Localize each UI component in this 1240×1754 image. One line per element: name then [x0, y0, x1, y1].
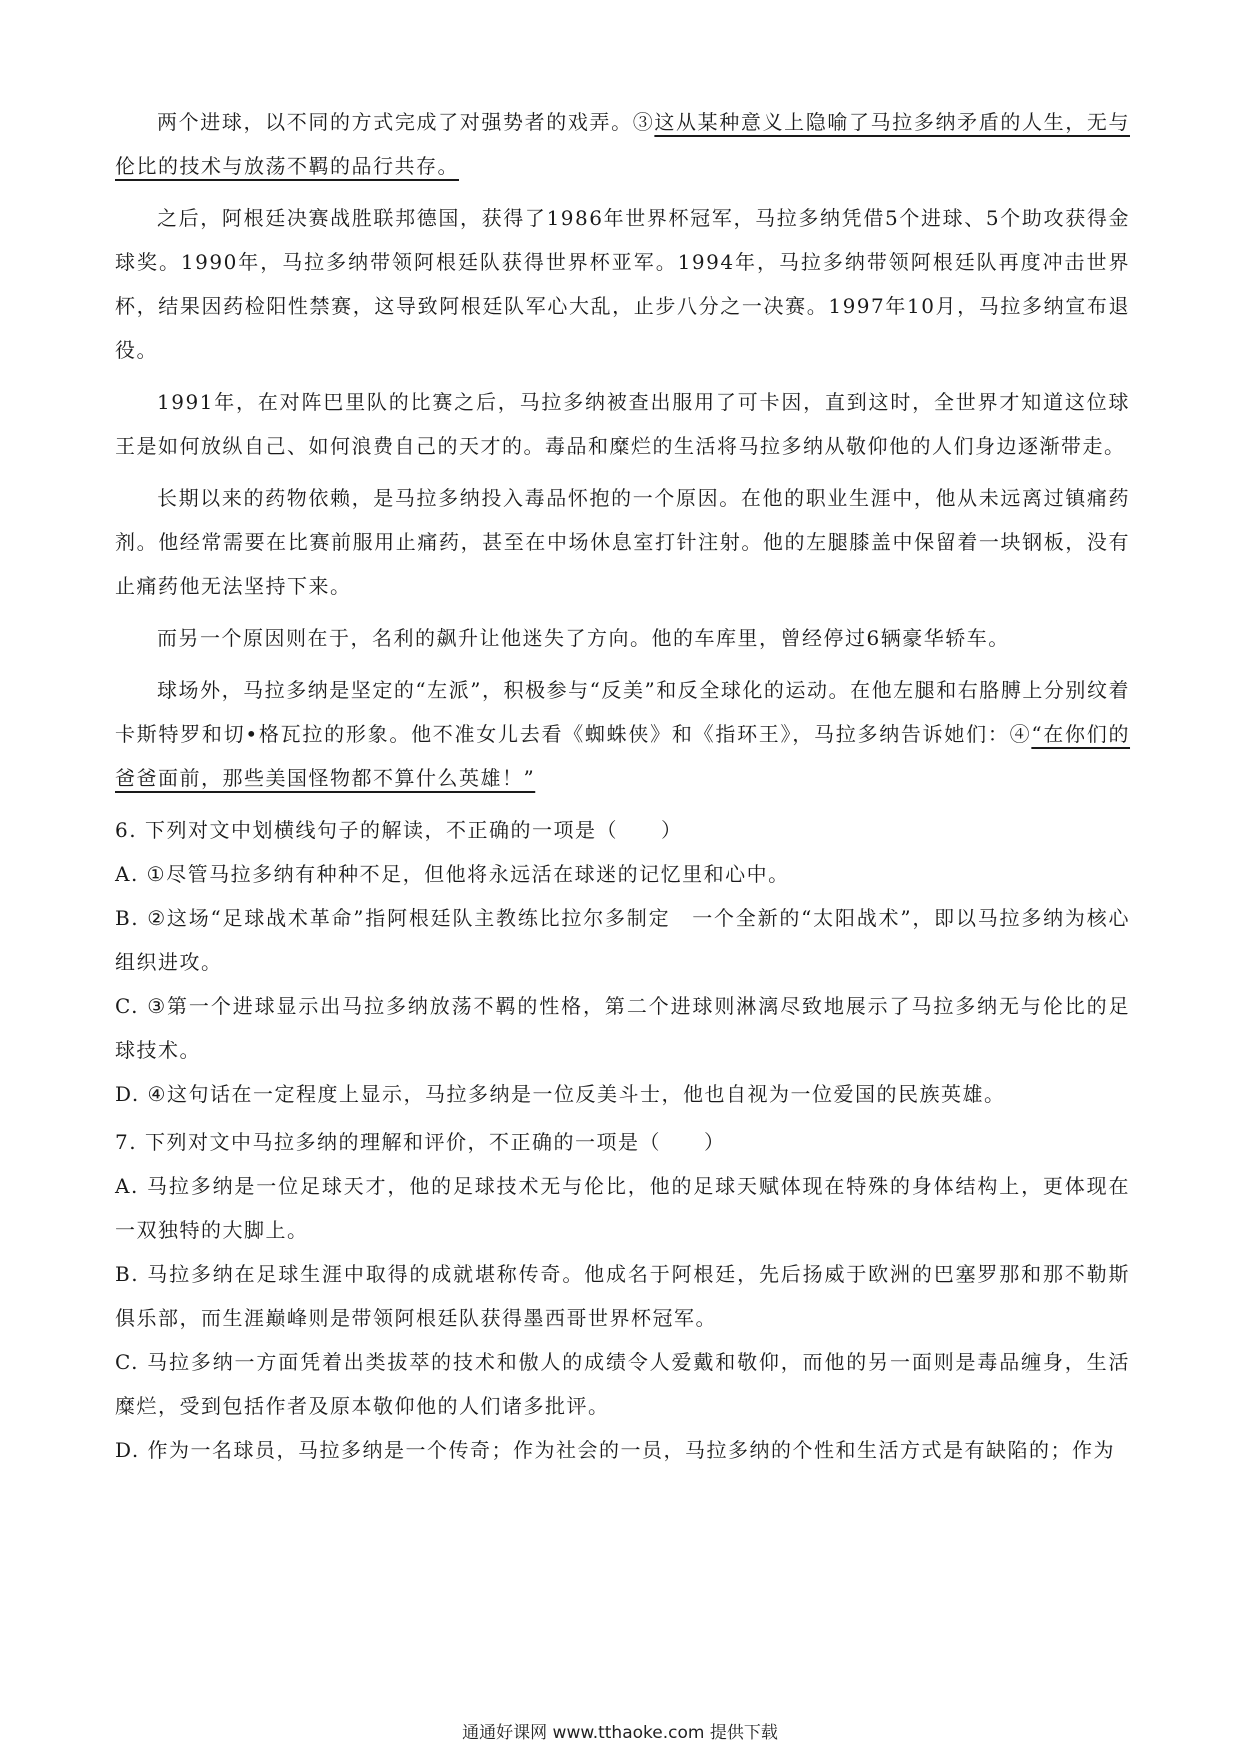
- question-7-option-c: C. 马拉多纳一方面凭着出类拔萃的技术和傲人的成绩令人爱戴和敬仰，而他的另一面则是毒品缠身，生活糜烂，受到包括作者及原本敬仰他的人们诸多批评。: [115, 1350, 1130, 1418]
- passage-paragraph-2: 之后，阿根廷决赛战胜联邦德国，获得了1986年世界杯冠军，马拉多纳凭借5个进球、5个助攻获得金球奖。1990年，马拉多纳带领阿根廷队获得世界杯亚军。1994年，马拉多纳带领阿根廷队再度冲击世界杯，结果因药检阳性禁赛，这导致阿根廷队军心大乱，止步八分之一决赛。1997年10月，马拉多纳宣布退役。: [115, 206, 1130, 362]
- passage-paragraph-5: 而另一个原因则在于，名利的飙升让他迷失了方向。他的车库里，曾经停过6辆豪华轿车。: [157, 626, 1010, 650]
- passage-paragraph-4: 长期以来的药物依赖，是马拉多纳投入毒品怀抱的一个原因。在他的职业生涯中，他从未远离过镇痛药剂。他经常需要在比赛前服用止痛药，甚至在中场休息室打针注射。他的左腿膝盖中保留着一块钢板，没有止痛药他无法坚持下来。: [115, 486, 1130, 598]
- p6-text: 球场外，马拉多纳是坚定的“左派”，积极参与“反美”和反全球化的运动。在他左腿和右胳膊上分别纹着卡斯特罗和切•格瓦拉的形象。他不准女儿去看《蜘蛛侠》和《指环王》，马拉多纳告诉她们：④: [115, 678, 1130, 746]
- question-6-option-a: A. ①尽管马拉多纳有种种不足，但他将永远活在球迷的记忆里和心中。: [115, 862, 790, 886]
- underlined-sentence-4: “在你们的爸爸面前，那些美国怪物都不算什么英雄！”: [115, 722, 1131, 790]
- question-6-option-d: D. ④这句话在一定程度上显示，马拉多纳是一位反美斗士，他也自视为一位爱国的民族英雄。: [115, 1082, 1006, 1106]
- question-6-stem: 6. 下列对文中划横线句子的解读，不正确的一项是（ ）: [115, 818, 683, 842]
- document-content: [115, 100, 1130, 1472]
- underlined-sentence-3: 这从某种意义上隐喻了马拉多纳矛盾的人生，无与伦比的技术与放荡不羁的品行共存。: [115, 110, 1130, 178]
- passage-paragraph-1: [115, 100, 1130, 188]
- passage-paragraph-6: [115, 668, 1130, 800]
- question-7-option-b: B. 马拉多纳在足球生涯中取得的成就堪称传奇。他成名于阿根廷，先后扬威于欧洲的巴塞罗那和那不勒斯俱乐部，而生涯巅峰则是带领阿根廷队获得墨西哥世界杯冠军。: [115, 1262, 1130, 1330]
- question-7-stem: 7. 下列对文中马拉多纳的理解和评价，不正确的一项是（ ）: [115, 1130, 726, 1154]
- question-7-option-d: D. 作为一名球员，马拉多纳是一个传奇；作为社会的一员，马拉多纳的个性和生活方式是有缺陷的；作为: [115, 1438, 1116, 1462]
- passage-paragraph-3: 1991年，在对阵巴里队的比赛之后，马拉多纳被查出服用了可卡因，直到这时，全世界才知道这位球王是如何放纵自己、如何浪费自己的天才的。毒品和糜烂的生活将马拉多纳从敬仰他的人们身边逐渐带走。: [115, 390, 1130, 458]
- page-footer: 通通好课网 www.tthaoke.com 提供下载: [462, 1723, 778, 1743]
- question-6-option-c: C. ③第一个进球显示出马拉多纳放荡不羁的性格，第二个进球则淋漓尽致地展示了马拉多纳无与伦比的足球技术。: [115, 994, 1130, 1062]
- question-6-option-b: B. ②这场“足球战术革命”指阿根廷队主教练比拉尔多制定 一个全新的“太阳战术”，即以马拉多纳为核心组织进攻。: [115, 906, 1130, 974]
- p1-text: 两个进球，以不同的方式完成了对强势者的戏弄。③: [157, 110, 655, 134]
- question-7-option-a: A. 马拉多纳是一位足球天才，他的足球技术无与伦比，他的足球天赋体现在特殊的身体结构上，更体现在一双独特的大脚上。: [115, 1174, 1130, 1242]
